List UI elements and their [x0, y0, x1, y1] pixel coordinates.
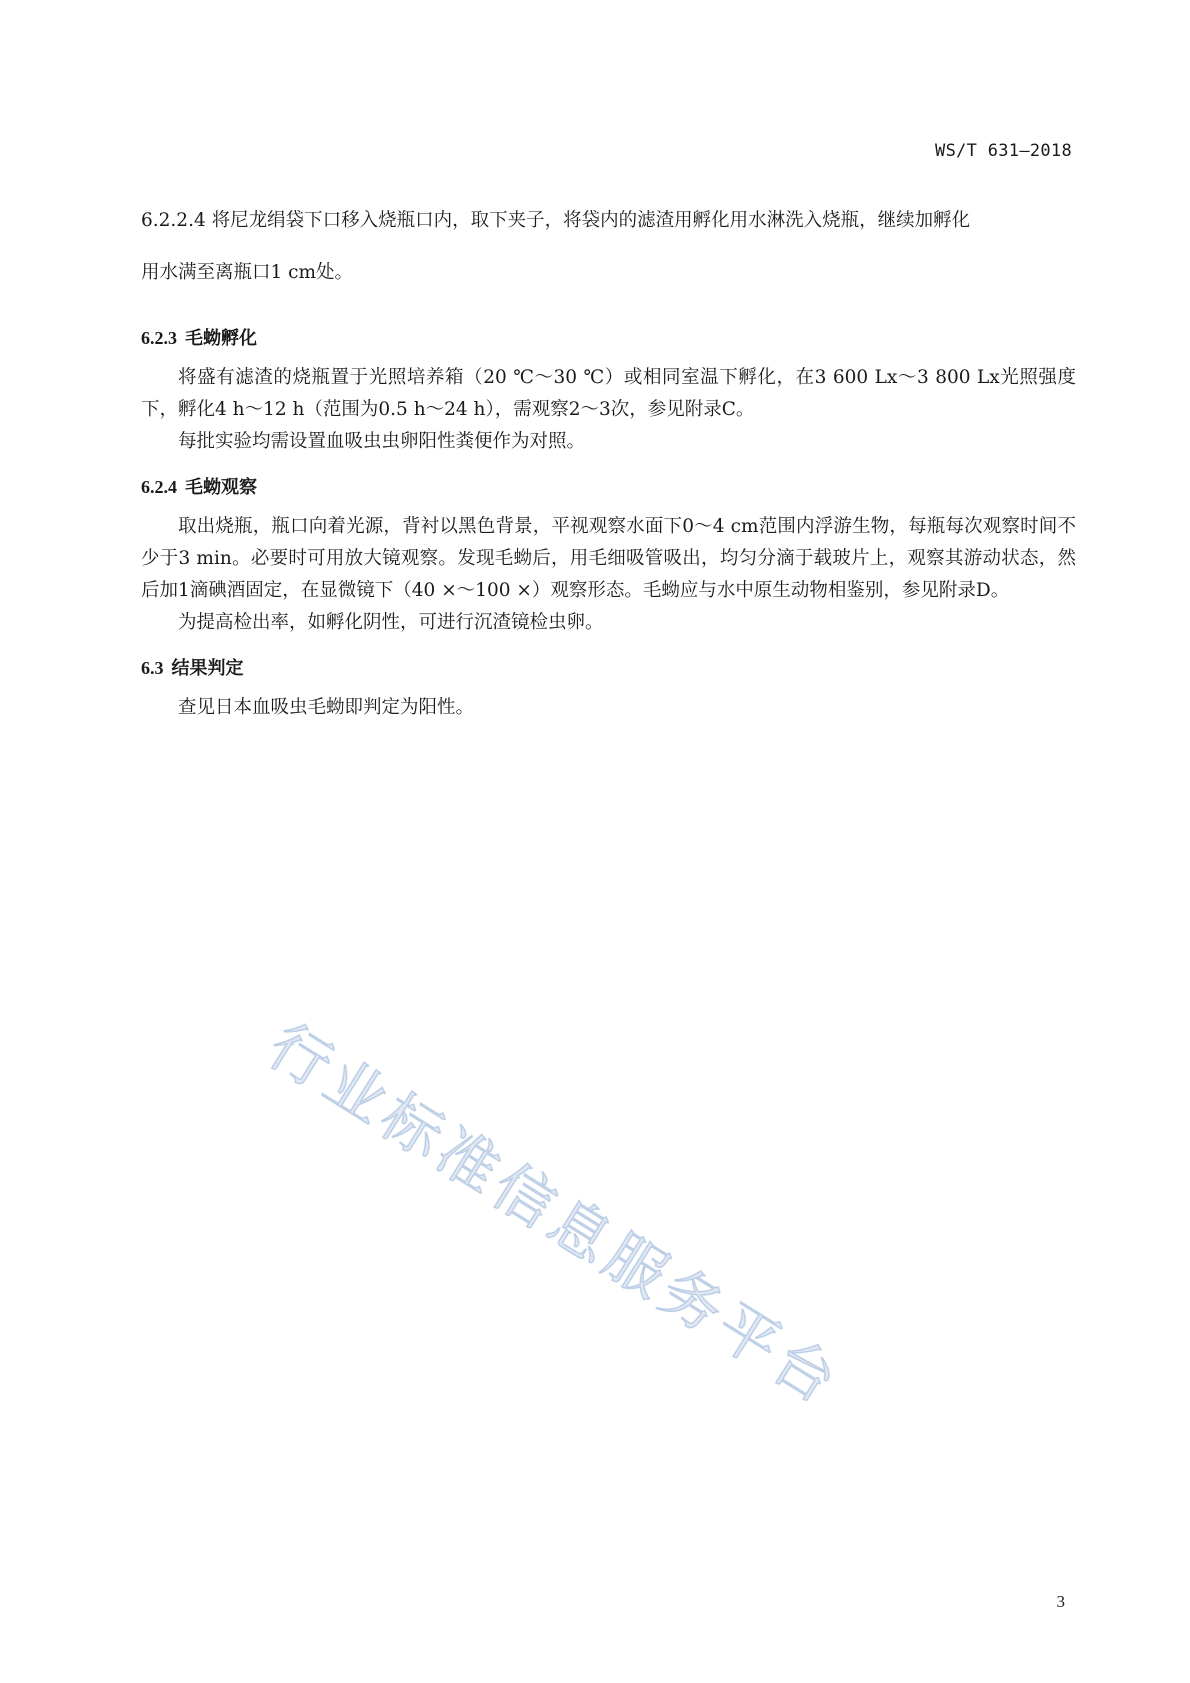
section-6-2-2-4-text [141, 195, 1076, 247]
section-6-2-3-heading [141, 325, 1076, 352]
section-6-3-heading [141, 655, 1076, 682]
paragraph-line: 用水满至离瓶口1 cm处。 [141, 262, 354, 283]
paragraph: 查见日本血吸虫毛蚴即判定为阳性。 [178, 697, 475, 718]
section-title: 结果判定 [171, 658, 244, 679]
section-number: 6.2.2.4 [141, 210, 206, 231]
standard-code: WS/T 631—2018 [935, 141, 1072, 161]
watermark-text: 行业标准信息服务平台 [256, 1011, 853, 1421]
section-number: 6.2.4 [141, 477, 177, 497]
paragraph: 为提高检出率，如孵化阴性，可进行沉渣镜检虫卵。 [178, 612, 604, 633]
paragraph: 每批实验均需设置血吸虫虫卵阳性粪便作为对照。 [178, 431, 586, 452]
section-title: 毛蚴孵化 [185, 328, 257, 349]
document-body [141, 195, 1076, 724]
section-number: 6.3 [141, 658, 164, 678]
page-number: 3 [1056, 1592, 1065, 1611]
paragraph: 将盛有滤渣的烧瓶置于光照培养箱（20 ℃～30 ℃）或相同室温下孵化，在3 600 Lx～3 800 Lx光照强度下，孵化4 h～12 h（范围为0.5 h～24 h），需观察2～3次，参见附录C。 [141, 367, 1076, 420]
section-number: 6.2.3 [141, 328, 177, 348]
section-6-2-2-4 [141, 195, 1076, 299]
paragraph-line: 将尼龙绢袋下口移入烧瓶口内，取下夹子，将袋内的滤渣用孵化用水淋洗入烧瓶，继续加孵化 [211, 210, 971, 231]
section-title: 毛蚴观察 [185, 477, 257, 498]
paragraph: 取出烧瓶，瓶口向着光源，背衬以黑色背景，平视观察水面下0～4 cm范围内浮游生物，每瓶每次观察时间不少于3 min。必要时可用放大镜观察。发现毛蚴后，用毛细吸管吸出，均匀分滴于载玻片上，观察其游动状态，然后加1滴碘酒固定，在显微镜下（40 ×～100 ×）观察形态。毛蚴应与水中原生动物相鉴别，参见附录D。 [141, 516, 1076, 601]
section-6-2-4-heading [141, 474, 1076, 501]
